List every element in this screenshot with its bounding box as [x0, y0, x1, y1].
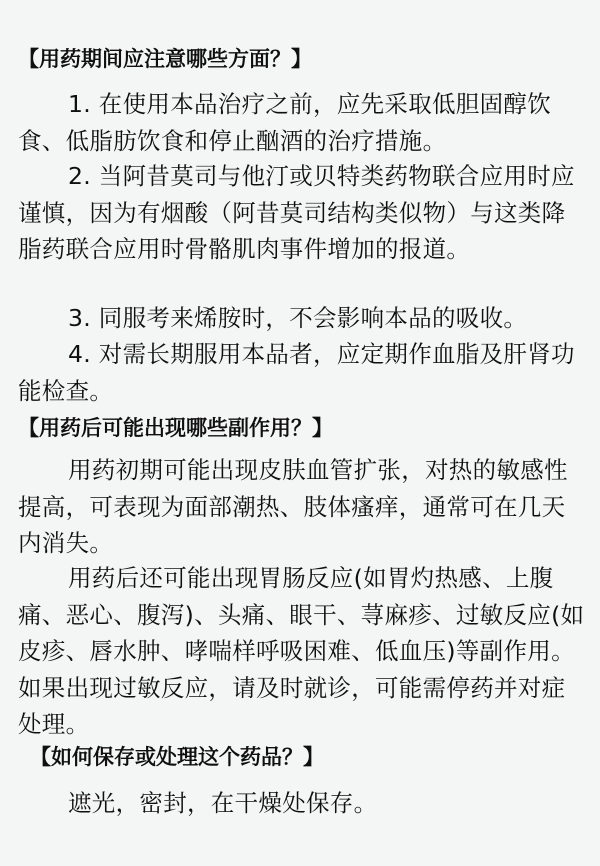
- storage-paragraph: 遮光，密封，在干燥处保存。: [68, 789, 378, 817]
- section-heading-side-effects: 【用药后可能出现哪些副作用？】: [18, 416, 333, 440]
- section-heading-storage: 【如何保存或处理这个药品？】: [30, 745, 324, 769]
- side-effects-paragraph-1: 用药初期可能出现皮肤血管扩张，对热的敏感性提高，可表现为面部潮热、肢体瘙痒，通常可在几天内消失。: [18, 456, 568, 557]
- precaution-item-1: 1. 在使用本品治疗之前，应先采取低胆固醇饮食、低脂肪饮食和停止酗酒的治疗措施。: [18, 90, 551, 155]
- precaution-item-2: 2. 当阿昔莫司与他汀或贝特类药物联合应用时应谨慎，因为有烟酸（阿昔莫司结构类似物）与这类降脂药联合应用时骨骼肌肉事件增加的报道。: [18, 162, 575, 263]
- precaution-item-3: 3. 同服考来烯胺时，不会影响本品的吸收。: [68, 304, 528, 332]
- section-heading-precautions: 【用药期间应注意哪些方面？】: [18, 47, 312, 71]
- side-effects-paragraph-2: 用药后还可能出现胃肠反应(如胃灼热感、上腹痛、恶心、腹泻)、头痛、眼干、荨麻疹、过敏反应(如皮疹、唇水肿、哮喘样呼吸困难、低血压)等副作用。如果出现过敏反应，请及时就诊，可能需停药并对症处理。: [18, 564, 585, 738]
- precaution-item-4: 4. 对需长期服用本品者，应定期作血脂及肝肾功能检查。: [18, 340, 575, 405]
